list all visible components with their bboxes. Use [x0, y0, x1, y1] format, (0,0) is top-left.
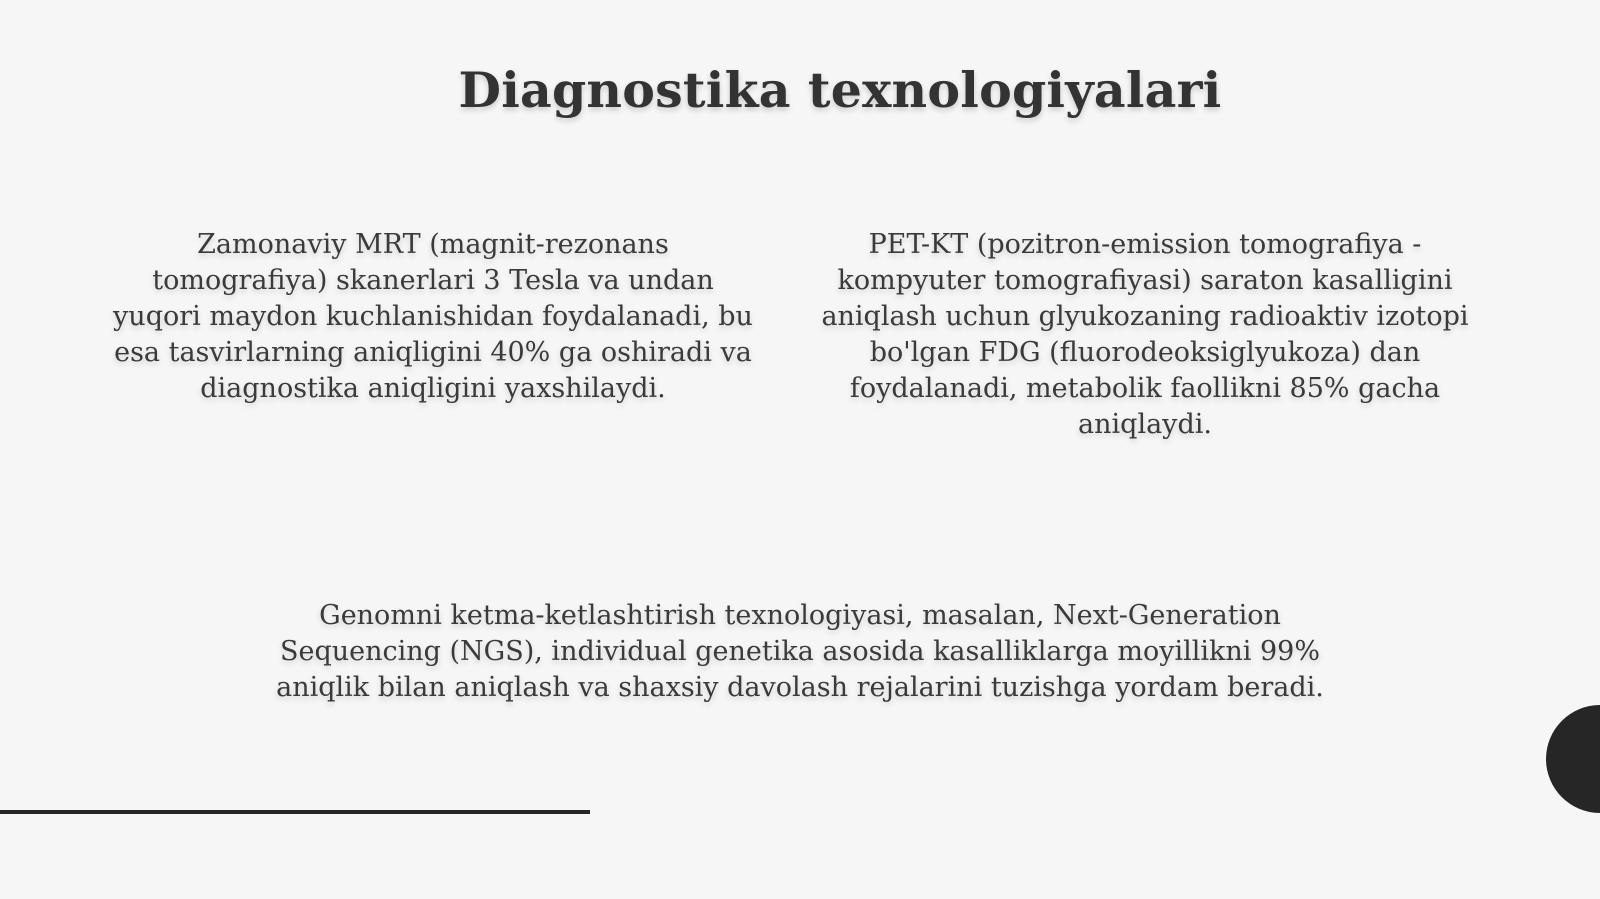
decorative-half-circle: [1546, 705, 1600, 813]
decorative-divider-line: [0, 810, 590, 814]
slide-title: Diagnostika texnologiyalari: [458, 61, 1222, 119]
paragraph-mrt: Zamonaviy MRT (magnit-rezonans tomografiya) skanerlari 3 Tesla va undan yuqori maydon kuchlanishidan foydalanadi, bu esa tasvirlarning aniqligini 40% ga oshiradi va diagnostika aniqligini yaxshilaydi.: [113, 229, 753, 404]
paragraph-ngs: Genomni ketma-ketlashtirish texnologiyasi, masalan, Next-Generation Sequencing (NGS), individual genetika asosida kasalliklarga moyillikni 99% aniqlik bilan aniqlash va shaxsiy davolash rejalarini tuzishga yordam beradi.: [276, 600, 1324, 703]
paragraph-pet-ct: PET-KT (pozitron-emission tomografiya - kompyuter tomografiyasi) saraton kasalligini aniqlash uchun glyukozaning radioaktiv izotopi bo'lgan FDG (fluorodeoksiglyukoza) dan foydalanadi, metabolik faollikni 85% gacha aniqlaydi.: [821, 229, 1469, 440]
